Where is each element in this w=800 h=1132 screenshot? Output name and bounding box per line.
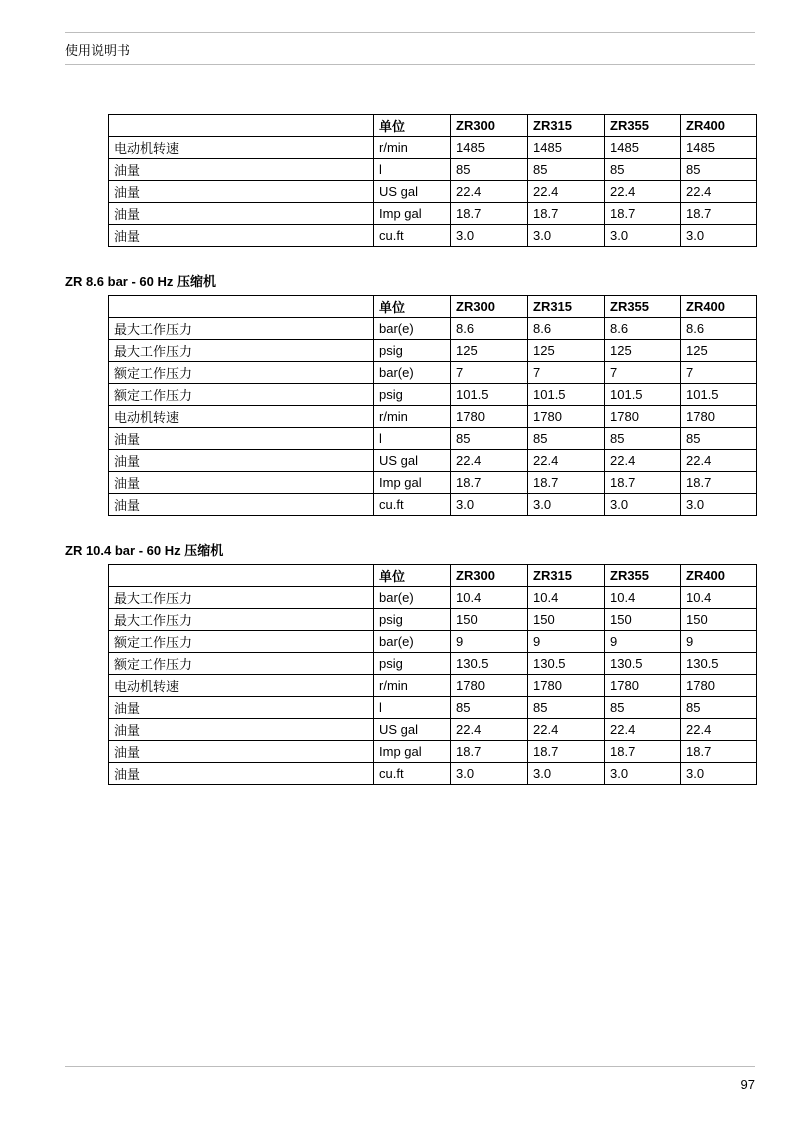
cell-zr400: 3.0 bbox=[681, 225, 757, 247]
cell-parameter: 额定工作压力 bbox=[109, 631, 374, 653]
cell-zr300: 18.7 bbox=[451, 203, 528, 225]
cell-zr300: 1485 bbox=[451, 137, 528, 159]
cell-unit: psig bbox=[374, 653, 451, 675]
cell-zr400: 10.4 bbox=[681, 587, 757, 609]
cell-unit: psig bbox=[374, 384, 451, 406]
cell-zr355: 85 bbox=[605, 697, 681, 719]
table-row bbox=[109, 741, 757, 763]
cell-zr400: 18.7 bbox=[681, 203, 757, 225]
cell-zr355: 9 bbox=[605, 631, 681, 653]
cell-zr300: 101.5 bbox=[451, 384, 528, 406]
cell-zr400: 101.5 bbox=[681, 384, 757, 406]
cell-unit: l bbox=[374, 697, 451, 719]
cell-zr300: 22.4 bbox=[451, 719, 528, 741]
footer-rule bbox=[65, 1066, 755, 1067]
cell-zr355: 1780 bbox=[605, 675, 681, 697]
cell-unit: bar(e) bbox=[374, 318, 451, 340]
cell-zr400: 9 bbox=[681, 631, 757, 653]
cell-zr400: 1780 bbox=[681, 675, 757, 697]
table-header-row bbox=[109, 565, 757, 587]
cell-parameter: 油量 bbox=[109, 225, 374, 247]
cell-zr355: 101.5 bbox=[605, 384, 681, 406]
cell-zr300: 18.7 bbox=[451, 741, 528, 763]
cell-zr315: 85 bbox=[528, 697, 605, 719]
cell-zr355: 22.4 bbox=[605, 181, 681, 203]
cell-parameter: 最大工作压力 bbox=[109, 318, 374, 340]
table-row bbox=[109, 340, 757, 362]
cell-zr400: 22.4 bbox=[681, 181, 757, 203]
cell-unit: cu.ft bbox=[374, 494, 451, 516]
cell-zr300: 22.4 bbox=[451, 450, 528, 472]
table-row bbox=[109, 225, 757, 247]
cell-unit: Imp gal bbox=[374, 203, 451, 225]
cell-unit: Imp gal bbox=[374, 472, 451, 494]
header-cell-unit: 单位 bbox=[374, 565, 451, 587]
cell-zr315: 101.5 bbox=[528, 384, 605, 406]
table-row bbox=[109, 494, 757, 516]
cell-zr400: 22.4 bbox=[681, 719, 757, 741]
cell-zr315: 3.0 bbox=[528, 494, 605, 516]
cell-unit: psig bbox=[374, 340, 451, 362]
header-cell-unit: 单位 bbox=[374, 115, 451, 137]
header-cell-zr355: ZR355 bbox=[605, 115, 681, 137]
cell-zr315: 22.4 bbox=[528, 181, 605, 203]
cell-zr400: 8.6 bbox=[681, 318, 757, 340]
table-row bbox=[109, 675, 757, 697]
cell-zr300: 10.4 bbox=[451, 587, 528, 609]
table-row bbox=[109, 472, 757, 494]
table-row bbox=[109, 587, 757, 609]
cell-zr300: 8.6 bbox=[451, 318, 528, 340]
table-row bbox=[109, 159, 757, 181]
cell-zr300: 3.0 bbox=[451, 494, 528, 516]
header-cell-zr315: ZR315 bbox=[528, 565, 605, 587]
table-header-row bbox=[109, 115, 757, 137]
table-row bbox=[109, 137, 757, 159]
header-cell-zr300: ZR300 bbox=[451, 565, 528, 587]
header-cell-zr400: ZR400 bbox=[681, 115, 757, 137]
cell-zr355: 150 bbox=[605, 609, 681, 631]
cell-parameter: 额定工作压力 bbox=[109, 362, 374, 384]
cell-zr400: 85 bbox=[681, 697, 757, 719]
cell-parameter: 电动机转速 bbox=[109, 406, 374, 428]
cell-zr300: 150 bbox=[451, 609, 528, 631]
cell-parameter: 额定工作压力 bbox=[109, 653, 374, 675]
header-cell-zr400: ZR400 bbox=[681, 565, 757, 587]
cell-zr300: 85 bbox=[451, 428, 528, 450]
header-cell-parameter bbox=[109, 115, 374, 137]
cell-zr315: 85 bbox=[528, 428, 605, 450]
header-cell-zr355: ZR355 bbox=[605, 565, 681, 587]
cell-zr400: 85 bbox=[681, 159, 757, 181]
cell-zr315: 18.7 bbox=[528, 741, 605, 763]
cell-zr315: 1485 bbox=[528, 137, 605, 159]
table-row bbox=[109, 362, 757, 384]
cell-zr355: 85 bbox=[605, 159, 681, 181]
page-number: 97 bbox=[740, 1077, 755, 1092]
header-cell-zr400: ZR400 bbox=[681, 296, 757, 318]
cell-parameter: 油量 bbox=[109, 494, 374, 516]
cell-unit: l bbox=[374, 428, 451, 450]
spec-table-2 bbox=[108, 295, 757, 516]
cell-parameter: 油量 bbox=[109, 428, 374, 450]
cell-zr315: 1780 bbox=[528, 675, 605, 697]
cell-unit: r/min bbox=[374, 406, 451, 428]
cell-zr355: 85 bbox=[605, 428, 681, 450]
cell-zr400: 85 bbox=[681, 428, 757, 450]
cell-unit: Imp gal bbox=[374, 741, 451, 763]
cell-zr315: 8.6 bbox=[528, 318, 605, 340]
cell-parameter: 油量 bbox=[109, 203, 374, 225]
cell-zr355: 18.7 bbox=[605, 741, 681, 763]
cell-zr355: 1780 bbox=[605, 406, 681, 428]
cell-parameter: 电动机转速 bbox=[109, 675, 374, 697]
cell-zr400: 7 bbox=[681, 362, 757, 384]
header-cell-zr355: ZR355 bbox=[605, 296, 681, 318]
cell-zr315: 150 bbox=[528, 609, 605, 631]
cell-zr300: 130.5 bbox=[451, 653, 528, 675]
cell-zr315: 9 bbox=[528, 631, 605, 653]
section-title-10-4-bar: ZR 10.4 bar - 60 Hz 压缩机 bbox=[65, 543, 224, 558]
table-row bbox=[109, 450, 757, 472]
section-title-8-6-bar: ZR 8.6 bar - 60 Hz 压缩机 bbox=[65, 274, 216, 289]
cell-zr300: 18.7 bbox=[451, 472, 528, 494]
cell-unit: US gal bbox=[374, 719, 451, 741]
table-row bbox=[109, 203, 757, 225]
cell-zr300: 7 bbox=[451, 362, 528, 384]
cell-parameter: 油量 bbox=[109, 741, 374, 763]
document-header-title: 使用说明书 bbox=[65, 43, 131, 58]
table-row bbox=[109, 406, 757, 428]
cell-zr355: 3.0 bbox=[605, 763, 681, 785]
cell-zr355: 8.6 bbox=[605, 318, 681, 340]
cell-zr355: 7 bbox=[605, 362, 681, 384]
cell-zr300: 3.0 bbox=[451, 763, 528, 785]
cell-zr300: 1780 bbox=[451, 406, 528, 428]
cell-unit: bar(e) bbox=[374, 631, 451, 653]
cell-zr400: 18.7 bbox=[681, 741, 757, 763]
cell-unit: psig bbox=[374, 609, 451, 631]
header-cell-unit: 单位 bbox=[374, 296, 451, 318]
table-row bbox=[109, 719, 757, 741]
cell-zr355: 22.4 bbox=[605, 450, 681, 472]
header-cell-parameter bbox=[109, 296, 374, 318]
header-cell-zr315: ZR315 bbox=[528, 296, 605, 318]
cell-zr300: 85 bbox=[451, 697, 528, 719]
table-row bbox=[109, 763, 757, 785]
cell-zr400: 130.5 bbox=[681, 653, 757, 675]
cell-unit: cu.ft bbox=[374, 763, 451, 785]
table-row bbox=[109, 653, 757, 675]
cell-zr355: 22.4 bbox=[605, 719, 681, 741]
header-cell-zr300: ZR300 bbox=[451, 296, 528, 318]
cell-zr300: 1780 bbox=[451, 675, 528, 697]
cell-zr315: 22.4 bbox=[528, 450, 605, 472]
cell-unit: l bbox=[374, 159, 451, 181]
cell-unit: US gal bbox=[374, 181, 451, 203]
cell-zr300: 125 bbox=[451, 340, 528, 362]
cell-zr400: 125 bbox=[681, 340, 757, 362]
cell-zr400: 18.7 bbox=[681, 472, 757, 494]
cell-zr315: 1780 bbox=[528, 406, 605, 428]
cell-zr400: 1780 bbox=[681, 406, 757, 428]
cell-unit: cu.ft bbox=[374, 225, 451, 247]
cell-zr315: 10.4 bbox=[528, 587, 605, 609]
cell-zr315: 3.0 bbox=[528, 225, 605, 247]
cell-parameter: 油量 bbox=[109, 472, 374, 494]
header-cell-zr300: ZR300 bbox=[451, 115, 528, 137]
cell-zr400: 150 bbox=[681, 609, 757, 631]
cell-zr400: 3.0 bbox=[681, 494, 757, 516]
table-row bbox=[109, 631, 757, 653]
table-row bbox=[109, 384, 757, 406]
cell-parameter: 油量 bbox=[109, 763, 374, 785]
header-cell-zr315: ZR315 bbox=[528, 115, 605, 137]
cell-unit: r/min bbox=[374, 675, 451, 697]
cell-zr300: 85 bbox=[451, 159, 528, 181]
cell-zr355: 18.7 bbox=[605, 472, 681, 494]
cell-zr300: 3.0 bbox=[451, 225, 528, 247]
cell-zr315: 18.7 bbox=[528, 472, 605, 494]
cell-unit: bar(e) bbox=[374, 362, 451, 384]
cell-zr355: 125 bbox=[605, 340, 681, 362]
cell-parameter: 油量 bbox=[109, 719, 374, 741]
cell-zr400: 1485 bbox=[681, 137, 757, 159]
table-row bbox=[109, 697, 757, 719]
cell-zr355: 18.7 bbox=[605, 203, 681, 225]
cell-zr355: 3.0 bbox=[605, 225, 681, 247]
spec-table-3 bbox=[108, 564, 757, 785]
cell-zr400: 22.4 bbox=[681, 450, 757, 472]
cell-parameter: 额定工作压力 bbox=[109, 384, 374, 406]
cell-zr355: 1485 bbox=[605, 137, 681, 159]
cell-zr315: 22.4 bbox=[528, 719, 605, 741]
cell-zr315: 130.5 bbox=[528, 653, 605, 675]
cell-zr400: 3.0 bbox=[681, 763, 757, 785]
header-top-rule bbox=[65, 32, 755, 33]
cell-zr315: 7 bbox=[528, 362, 605, 384]
table-row bbox=[109, 318, 757, 340]
cell-parameter: 最大工作压力 bbox=[109, 340, 374, 362]
cell-zr315: 18.7 bbox=[528, 203, 605, 225]
header-bottom-rule bbox=[65, 64, 755, 65]
cell-unit: US gal bbox=[374, 450, 451, 472]
table-row bbox=[109, 181, 757, 203]
cell-zr355: 3.0 bbox=[605, 494, 681, 516]
cell-parameter: 油量 bbox=[109, 181, 374, 203]
table-row bbox=[109, 428, 757, 450]
cell-zr355: 130.5 bbox=[605, 653, 681, 675]
table-row bbox=[109, 609, 757, 631]
spec-table-1 bbox=[108, 114, 757, 247]
cell-zr355: 10.4 bbox=[605, 587, 681, 609]
cell-zr315: 85 bbox=[528, 159, 605, 181]
cell-parameter: 电动机转速 bbox=[109, 137, 374, 159]
header-cell-parameter bbox=[109, 565, 374, 587]
cell-zr315: 3.0 bbox=[528, 763, 605, 785]
cell-parameter: 最大工作压力 bbox=[109, 587, 374, 609]
cell-parameter: 最大工作压力 bbox=[109, 609, 374, 631]
cell-parameter: 油量 bbox=[109, 159, 374, 181]
cell-zr300: 9 bbox=[451, 631, 528, 653]
cell-unit: bar(e) bbox=[374, 587, 451, 609]
cell-parameter: 油量 bbox=[109, 697, 374, 719]
cell-zr315: 125 bbox=[528, 340, 605, 362]
cell-parameter: 油量 bbox=[109, 450, 374, 472]
cell-zr300: 22.4 bbox=[451, 181, 528, 203]
cell-unit: r/min bbox=[374, 137, 451, 159]
table-header-row bbox=[109, 296, 757, 318]
